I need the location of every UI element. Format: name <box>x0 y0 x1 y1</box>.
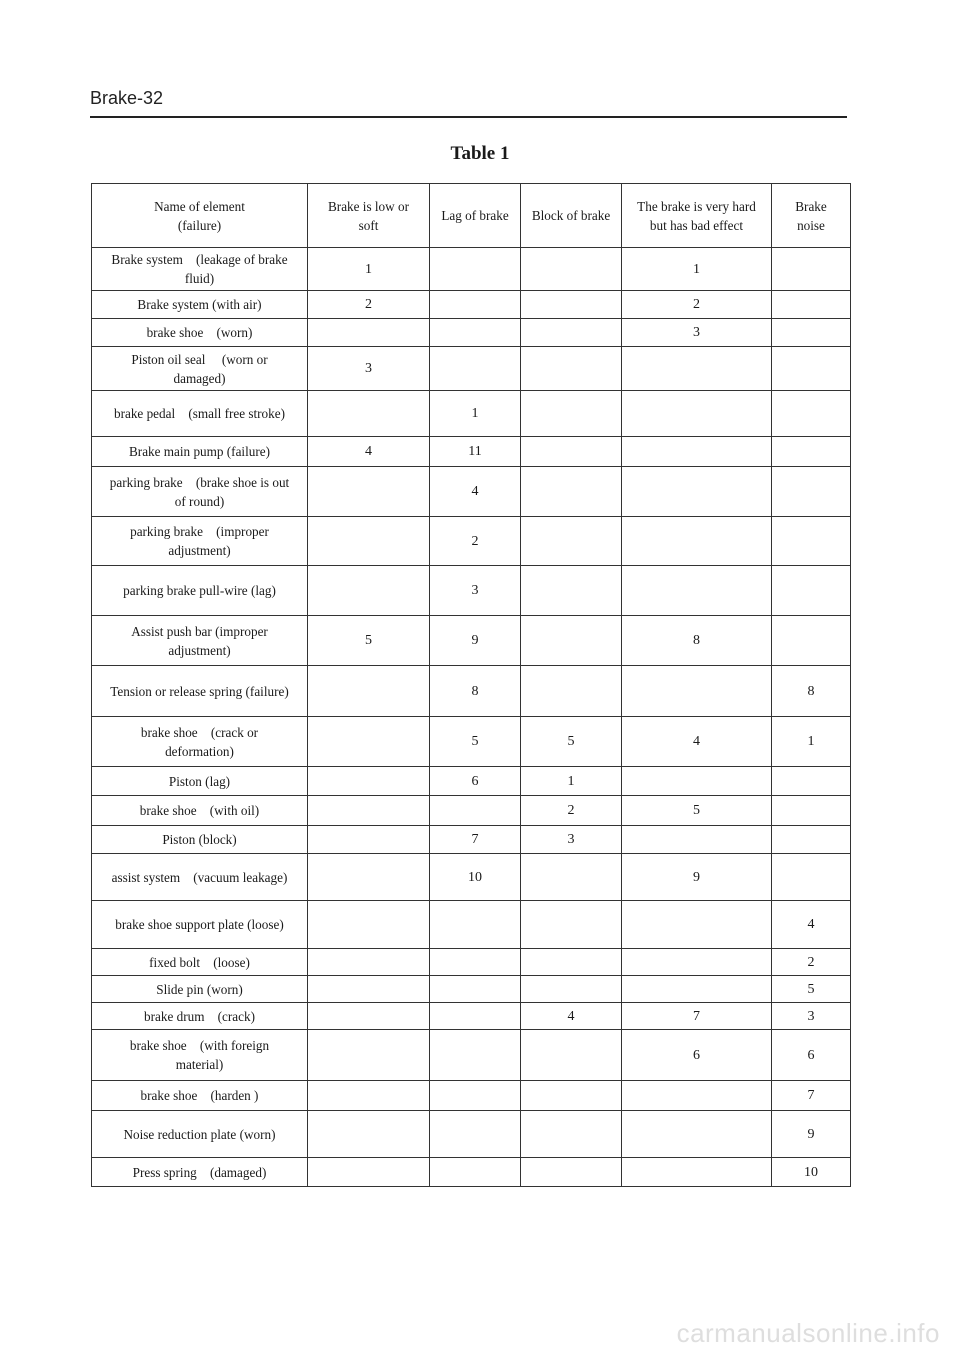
priority-cell <box>430 319 521 347</box>
priority-cell <box>308 1158 430 1187</box>
priority-cell <box>622 976 772 1003</box>
element-name-cell: brake shoe (worn) <box>92 319 308 347</box>
table-row <box>92 666 851 717</box>
priority-cell: 6 <box>430 767 521 796</box>
priority-cell <box>521 1158 622 1187</box>
table-row <box>92 467 851 517</box>
priority-cell: 5 <box>430 717 521 767</box>
col-block-of-brake-header: Block of brake <box>521 184 622 248</box>
priority-cell <box>772 391 851 437</box>
table-row <box>92 767 851 796</box>
priority-cell <box>622 1081 772 1111</box>
priority-cell: 9 <box>772 1111 851 1158</box>
priority-cell <box>772 291 851 319</box>
priority-cell <box>622 901 772 949</box>
priority-cell: 3 <box>622 319 772 347</box>
priority-cell <box>772 796 851 826</box>
element-name-cell: Tension or release spring (failure) <box>92 666 308 717</box>
priority-cell: 8 <box>622 616 772 666</box>
page-label: Brake-32 <box>90 88 164 108</box>
priority-cell <box>308 666 430 717</box>
priority-cell <box>622 391 772 437</box>
table-row <box>92 391 851 437</box>
priority-cell <box>772 616 851 666</box>
priority-cell <box>521 1111 622 1158</box>
priority-cell: 3 <box>430 566 521 616</box>
table-row <box>92 949 851 976</box>
priority-cell <box>622 467 772 517</box>
element-name-cell: Noise reduction plate (worn) <box>92 1111 308 1158</box>
priority-cell: 9 <box>622 854 772 901</box>
watermark: carmanualsonline.info <box>676 1318 940 1348</box>
element-name-cell: brake shoe (harden ) <box>92 1081 308 1111</box>
priority-cell <box>308 717 430 767</box>
priority-cell: 3 <box>308 347 430 391</box>
col-hard-bad-effect-header: The brake is very hard but has bad effect <box>622 184 772 248</box>
priority-cell <box>430 1030 521 1081</box>
priority-cell <box>430 796 521 826</box>
element-name-cell: fixed bolt (loose) <box>92 949 308 976</box>
table-body <box>92 248 851 1187</box>
element-name-cell: Brake system (with air) <box>92 291 308 319</box>
priority-cell <box>622 826 772 854</box>
priority-cell <box>430 976 521 1003</box>
priority-cell <box>622 666 772 717</box>
element-name-cell: brake pedal (small free stroke) <box>92 391 308 437</box>
priority-cell <box>622 1158 772 1187</box>
table-row <box>92 291 851 319</box>
priority-cell: 5 <box>772 976 851 1003</box>
table-row <box>92 347 851 391</box>
priority-cell: 8 <box>772 666 851 717</box>
priority-cell: 3 <box>772 1003 851 1030</box>
priority-cell: 2 <box>521 796 622 826</box>
element-name-cell: assist system (vacuum leakage) <box>92 854 308 901</box>
priority-cell <box>622 517 772 566</box>
priority-cell <box>622 347 772 391</box>
table-row <box>92 1081 851 1111</box>
priority-cell: 10 <box>772 1158 851 1187</box>
priority-cell <box>308 319 430 347</box>
priority-cell <box>772 248 851 291</box>
element-name-cell: Assist push bar (improper adjustment) <box>92 616 308 666</box>
priority-cell <box>521 248 622 291</box>
priority-cell <box>430 248 521 291</box>
priority-cell <box>772 826 851 854</box>
priority-cell <box>308 976 430 1003</box>
priority-cell <box>622 949 772 976</box>
priority-cell <box>308 854 430 901</box>
priority-cell <box>622 1111 772 1158</box>
priority-cell <box>430 291 521 319</box>
table-row <box>92 1158 851 1187</box>
priority-cell <box>308 901 430 949</box>
priority-cell <box>772 319 851 347</box>
priority-cell: 1 <box>430 391 521 437</box>
priority-cell: 4 <box>772 901 851 949</box>
priority-cell: 11 <box>430 437 521 467</box>
priority-cell <box>772 437 851 467</box>
priority-cell <box>521 616 622 666</box>
col-lag-of-brake-header: Lag of brake <box>430 184 521 248</box>
element-name-cell: parking brake pull-wire (lag) <box>92 566 308 616</box>
priority-cell: 2 <box>430 517 521 566</box>
priority-cell <box>772 566 851 616</box>
priority-cell <box>521 666 622 717</box>
table-row <box>92 1111 851 1158</box>
table-row <box>92 854 851 901</box>
header-row <box>92 184 851 248</box>
priority-cell: 5 <box>622 796 772 826</box>
priority-cell <box>308 467 430 517</box>
priority-cell <box>308 826 430 854</box>
priority-cell: 4 <box>430 467 521 517</box>
priority-cell <box>772 517 851 566</box>
table-header <box>92 184 851 248</box>
priority-cell <box>622 566 772 616</box>
priority-cell <box>430 347 521 391</box>
priority-cell <box>308 1030 430 1081</box>
header-divider <box>90 116 847 118</box>
priority-cell <box>308 949 430 976</box>
priority-cell <box>772 854 851 901</box>
table-row <box>92 826 851 854</box>
table-row <box>92 248 851 291</box>
col-brake-noise-header: Brake noise <box>772 184 851 248</box>
priority-cell: 8 <box>430 666 521 717</box>
priority-cell <box>521 1081 622 1111</box>
priority-cell <box>308 391 430 437</box>
priority-cell <box>622 437 772 467</box>
priority-cell <box>622 767 772 796</box>
priority-cell <box>308 1081 430 1111</box>
table-row <box>92 319 851 347</box>
table-row <box>92 976 851 1003</box>
element-name-cell: Piston (lag) <box>92 767 308 796</box>
priority-cell <box>308 517 430 566</box>
priority-cell <box>521 901 622 949</box>
priority-cell: 7 <box>622 1003 772 1030</box>
priority-cell: 4 <box>308 437 430 467</box>
priority-cell <box>772 347 851 391</box>
priority-cell <box>430 1081 521 1111</box>
priority-cell: 3 <box>521 826 622 854</box>
element-name-cell: brake shoe (crack or deformation) <box>92 717 308 767</box>
table-row <box>92 517 851 566</box>
priority-cell <box>521 566 622 616</box>
table-row <box>92 796 851 826</box>
priority-cell <box>521 391 622 437</box>
element-name-cell: brake drum (crack) <box>92 1003 308 1030</box>
col-brake-low-soft-header: Brake is low or soft <box>308 184 430 248</box>
priority-cell <box>308 1111 430 1158</box>
priority-cell <box>430 1158 521 1187</box>
priority-cell: 6 <box>772 1030 851 1081</box>
element-name-cell: Press spring (damaged) <box>92 1158 308 1187</box>
element-name-cell: Piston (block) <box>92 826 308 854</box>
table-row <box>92 437 851 467</box>
element-name-cell: brake shoe (with oil) <box>92 796 308 826</box>
element-name-cell: Piston oil seal (worn or damaged) <box>92 347 308 391</box>
priority-cell <box>308 767 430 796</box>
priority-cell <box>521 291 622 319</box>
table-row <box>92 1003 851 1030</box>
priority-cell <box>430 949 521 976</box>
table-row <box>92 901 851 949</box>
priority-cell <box>521 319 622 347</box>
priority-cell: 4 <box>521 1003 622 1030</box>
element-name-cell: parking brake (brake shoe is out of round) <box>92 467 308 517</box>
element-name-cell: Slide pin (worn) <box>92 976 308 1003</box>
priority-cell: 10 <box>430 854 521 901</box>
table-row <box>92 1030 851 1081</box>
priority-cell <box>521 854 622 901</box>
table-row <box>92 717 851 767</box>
priority-cell: 6 <box>622 1030 772 1081</box>
priority-cell: 7 <box>772 1081 851 1111</box>
table-row <box>92 566 851 616</box>
element-name-cell: Brake main pump (failure) <box>92 437 308 467</box>
fault-diagnosis-table <box>91 183 851 1187</box>
priority-cell <box>521 437 622 467</box>
priority-cell <box>521 467 622 517</box>
priority-cell <box>430 1111 521 1158</box>
priority-cell: 4 <box>622 717 772 767</box>
priority-cell <box>772 467 851 517</box>
priority-cell <box>430 901 521 949</box>
priority-cell: 1 <box>772 717 851 767</box>
priority-cell <box>521 976 622 1003</box>
priority-cell: 2 <box>772 949 851 976</box>
priority-cell <box>521 949 622 976</box>
priority-cell: 1 <box>308 248 430 291</box>
col-name-of-element-header: Name of element (failure) <box>92 184 308 248</box>
priority-cell: 5 <box>308 616 430 666</box>
priority-cell <box>308 796 430 826</box>
priority-cell: 5 <box>521 717 622 767</box>
element-name-cell: parking brake (improper adjustment) <box>92 517 308 566</box>
priority-cell <box>521 517 622 566</box>
priority-cell <box>430 1003 521 1030</box>
priority-cell <box>521 347 622 391</box>
priority-cell: 7 <box>430 826 521 854</box>
table-row <box>92 616 851 666</box>
priority-cell: 1 <box>521 767 622 796</box>
table-title: Table 1 <box>450 143 510 164</box>
priority-cell <box>308 566 430 616</box>
element-name-cell: brake shoe (with foreign material) <box>92 1030 308 1081</box>
priority-cell: 9 <box>430 616 521 666</box>
priority-cell: 2 <box>308 291 430 319</box>
priority-cell <box>308 1003 430 1030</box>
element-name-cell: brake shoe support plate (loose) <box>92 901 308 949</box>
element-name-cell: Brake system (leakage of brake fluid) <box>92 248 308 291</box>
priority-cell: 1 <box>622 248 772 291</box>
priority-cell <box>772 767 851 796</box>
priority-cell: 2 <box>622 291 772 319</box>
priority-cell <box>521 1030 622 1081</box>
